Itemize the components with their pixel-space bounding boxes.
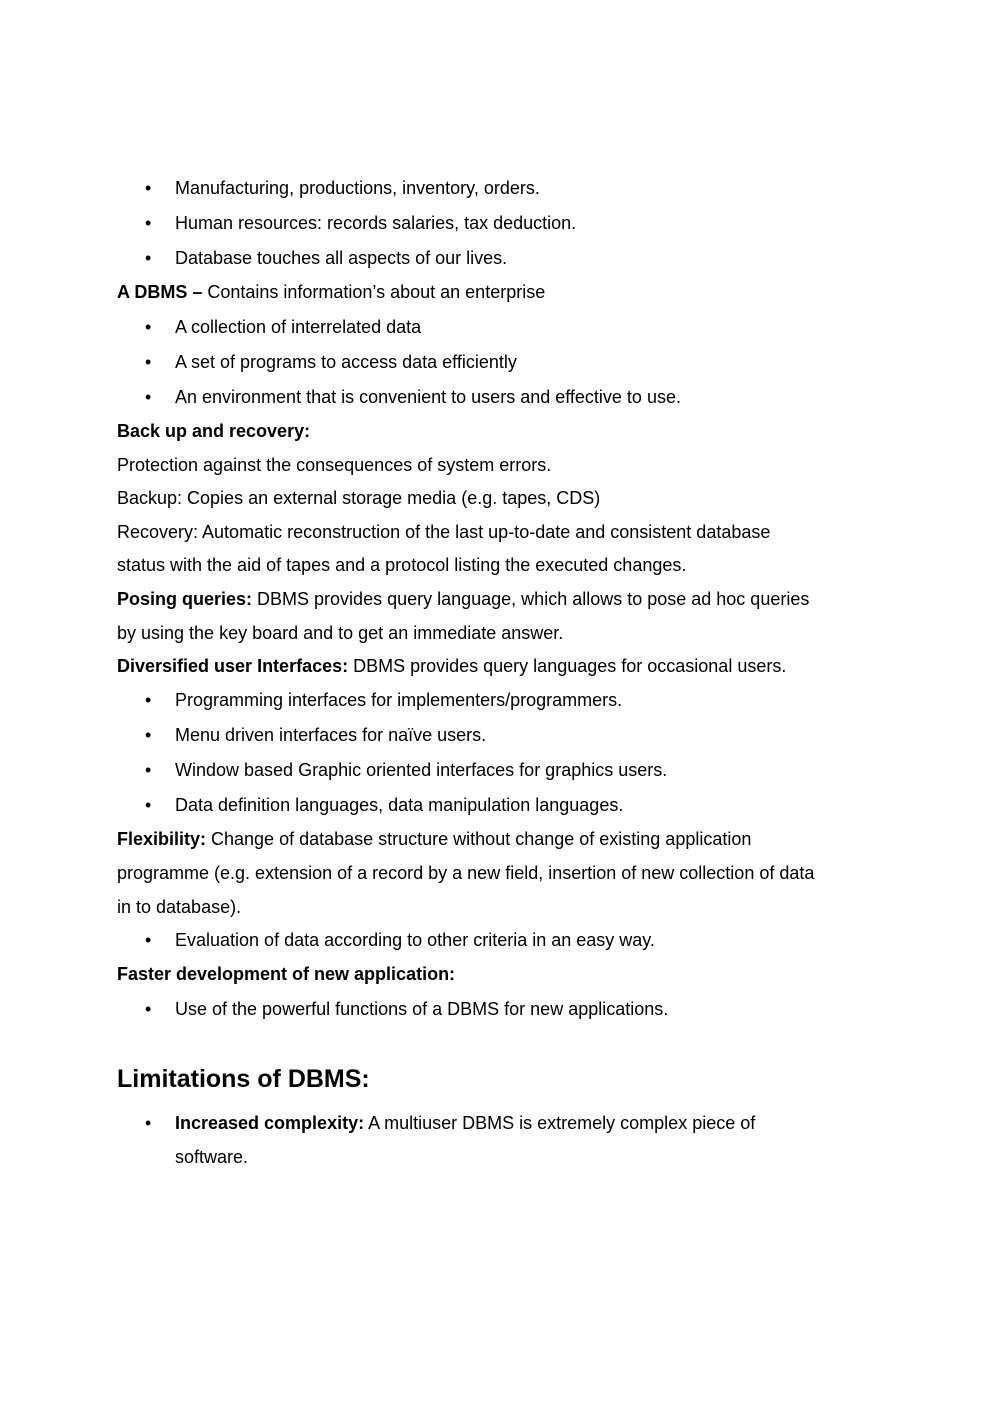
section-heading: Limitations of DBMS: [117,1065,370,1093]
posing-term: Posing queries: [117,589,253,609]
bullet-icon: • [145,725,152,745]
recovery-line: status with the aid of tapes and a protocol listing the executed changes. [117,555,687,575]
backup-heading [117,420,310,442]
dbms-definition [117,281,545,303]
bullet-icon: • [145,248,152,268]
diversified-interfaces [117,655,786,677]
faster-heading [117,963,455,985]
list-item: Window based Graphic oriented interfaces for graphics users. [175,760,668,780]
diversified-term: Diversified user Interfaces: [117,656,349,676]
flexibility [117,828,751,850]
list-item: Manufacturing, productions, inventory, orders. [175,178,540,198]
recovery-line: Recovery: Automatic reconstruction of the last up-to-date and consistent database [117,522,771,542]
backup-line: Backup: Copies an external storage media (e.g. tapes, CDS) [117,488,601,508]
bullet-icon: • [145,352,152,372]
list-item-cont: software. [175,1147,249,1167]
complexity-term: Increased complexity: [175,1113,365,1133]
list-item: A collection of interrelated data [175,317,422,337]
complexity-text: A multiuser DBMS is extremely complex piece of [364,1113,756,1133]
backup-heading-text: Back up and recovery: [117,421,311,441]
list-item: Menu driven interfaces for naïve users. [175,725,487,745]
bullet-icon: • [145,795,152,815]
posing-queries-cont: by using the key board and to get an immediate answer. [117,623,564,643]
bullet-icon: • [145,387,152,407]
list-item: A set of programs to access data efficiently [175,352,517,372]
list-item: An environment that is convenient to users and effective to use. [175,387,681,407]
flexibility-cont: in to database). [117,897,242,917]
list-item [175,1112,755,1134]
list-item: Use of the powerful functions of a DBMS for new applications. [175,999,669,1019]
bullet-icon: • [145,930,152,950]
bullet-icon: • [145,690,152,710]
flexibility-cont: programme (e.g. extension of a record by a new field, insertion of new collection of data [117,863,815,883]
diversified-text: DBMS provides query languages for occasional users. [348,656,787,676]
posing-queries [117,588,809,610]
dbms-text: Contains information’s about an enterprise [202,282,546,302]
list-item: Programming interfaces for implementers/programmers. [175,690,623,710]
dbms-term: A DBMS – [117,282,203,302]
list-item: Database touches all aspects of our lives. [175,248,508,268]
flexibility-term: Flexibility: [117,829,207,849]
faster-heading-text: Faster development of new application: [117,964,456,984]
list-item: Human resources: records salaries, tax deduction. [175,213,577,233]
posing-text: DBMS provides query language, which allows to pose ad hoc queries [252,589,810,609]
list-item: Evaluation of data according to other criteria in an easy way. [175,930,655,950]
bullet-icon: • [145,760,152,780]
backup-line: Protection against the consequences of system errors. [117,455,552,475]
bullet-icon: • [145,999,152,1019]
list-item: Data definition languages, data manipulation languages. [175,795,624,815]
flexibility-text: Change of database structure without change of existing application [206,829,752,849]
bullet-icon: • [145,213,152,233]
bullet-icon: • [145,1113,152,1133]
bullet-icon: • [145,317,152,337]
bullet-icon: • [145,178,152,198]
